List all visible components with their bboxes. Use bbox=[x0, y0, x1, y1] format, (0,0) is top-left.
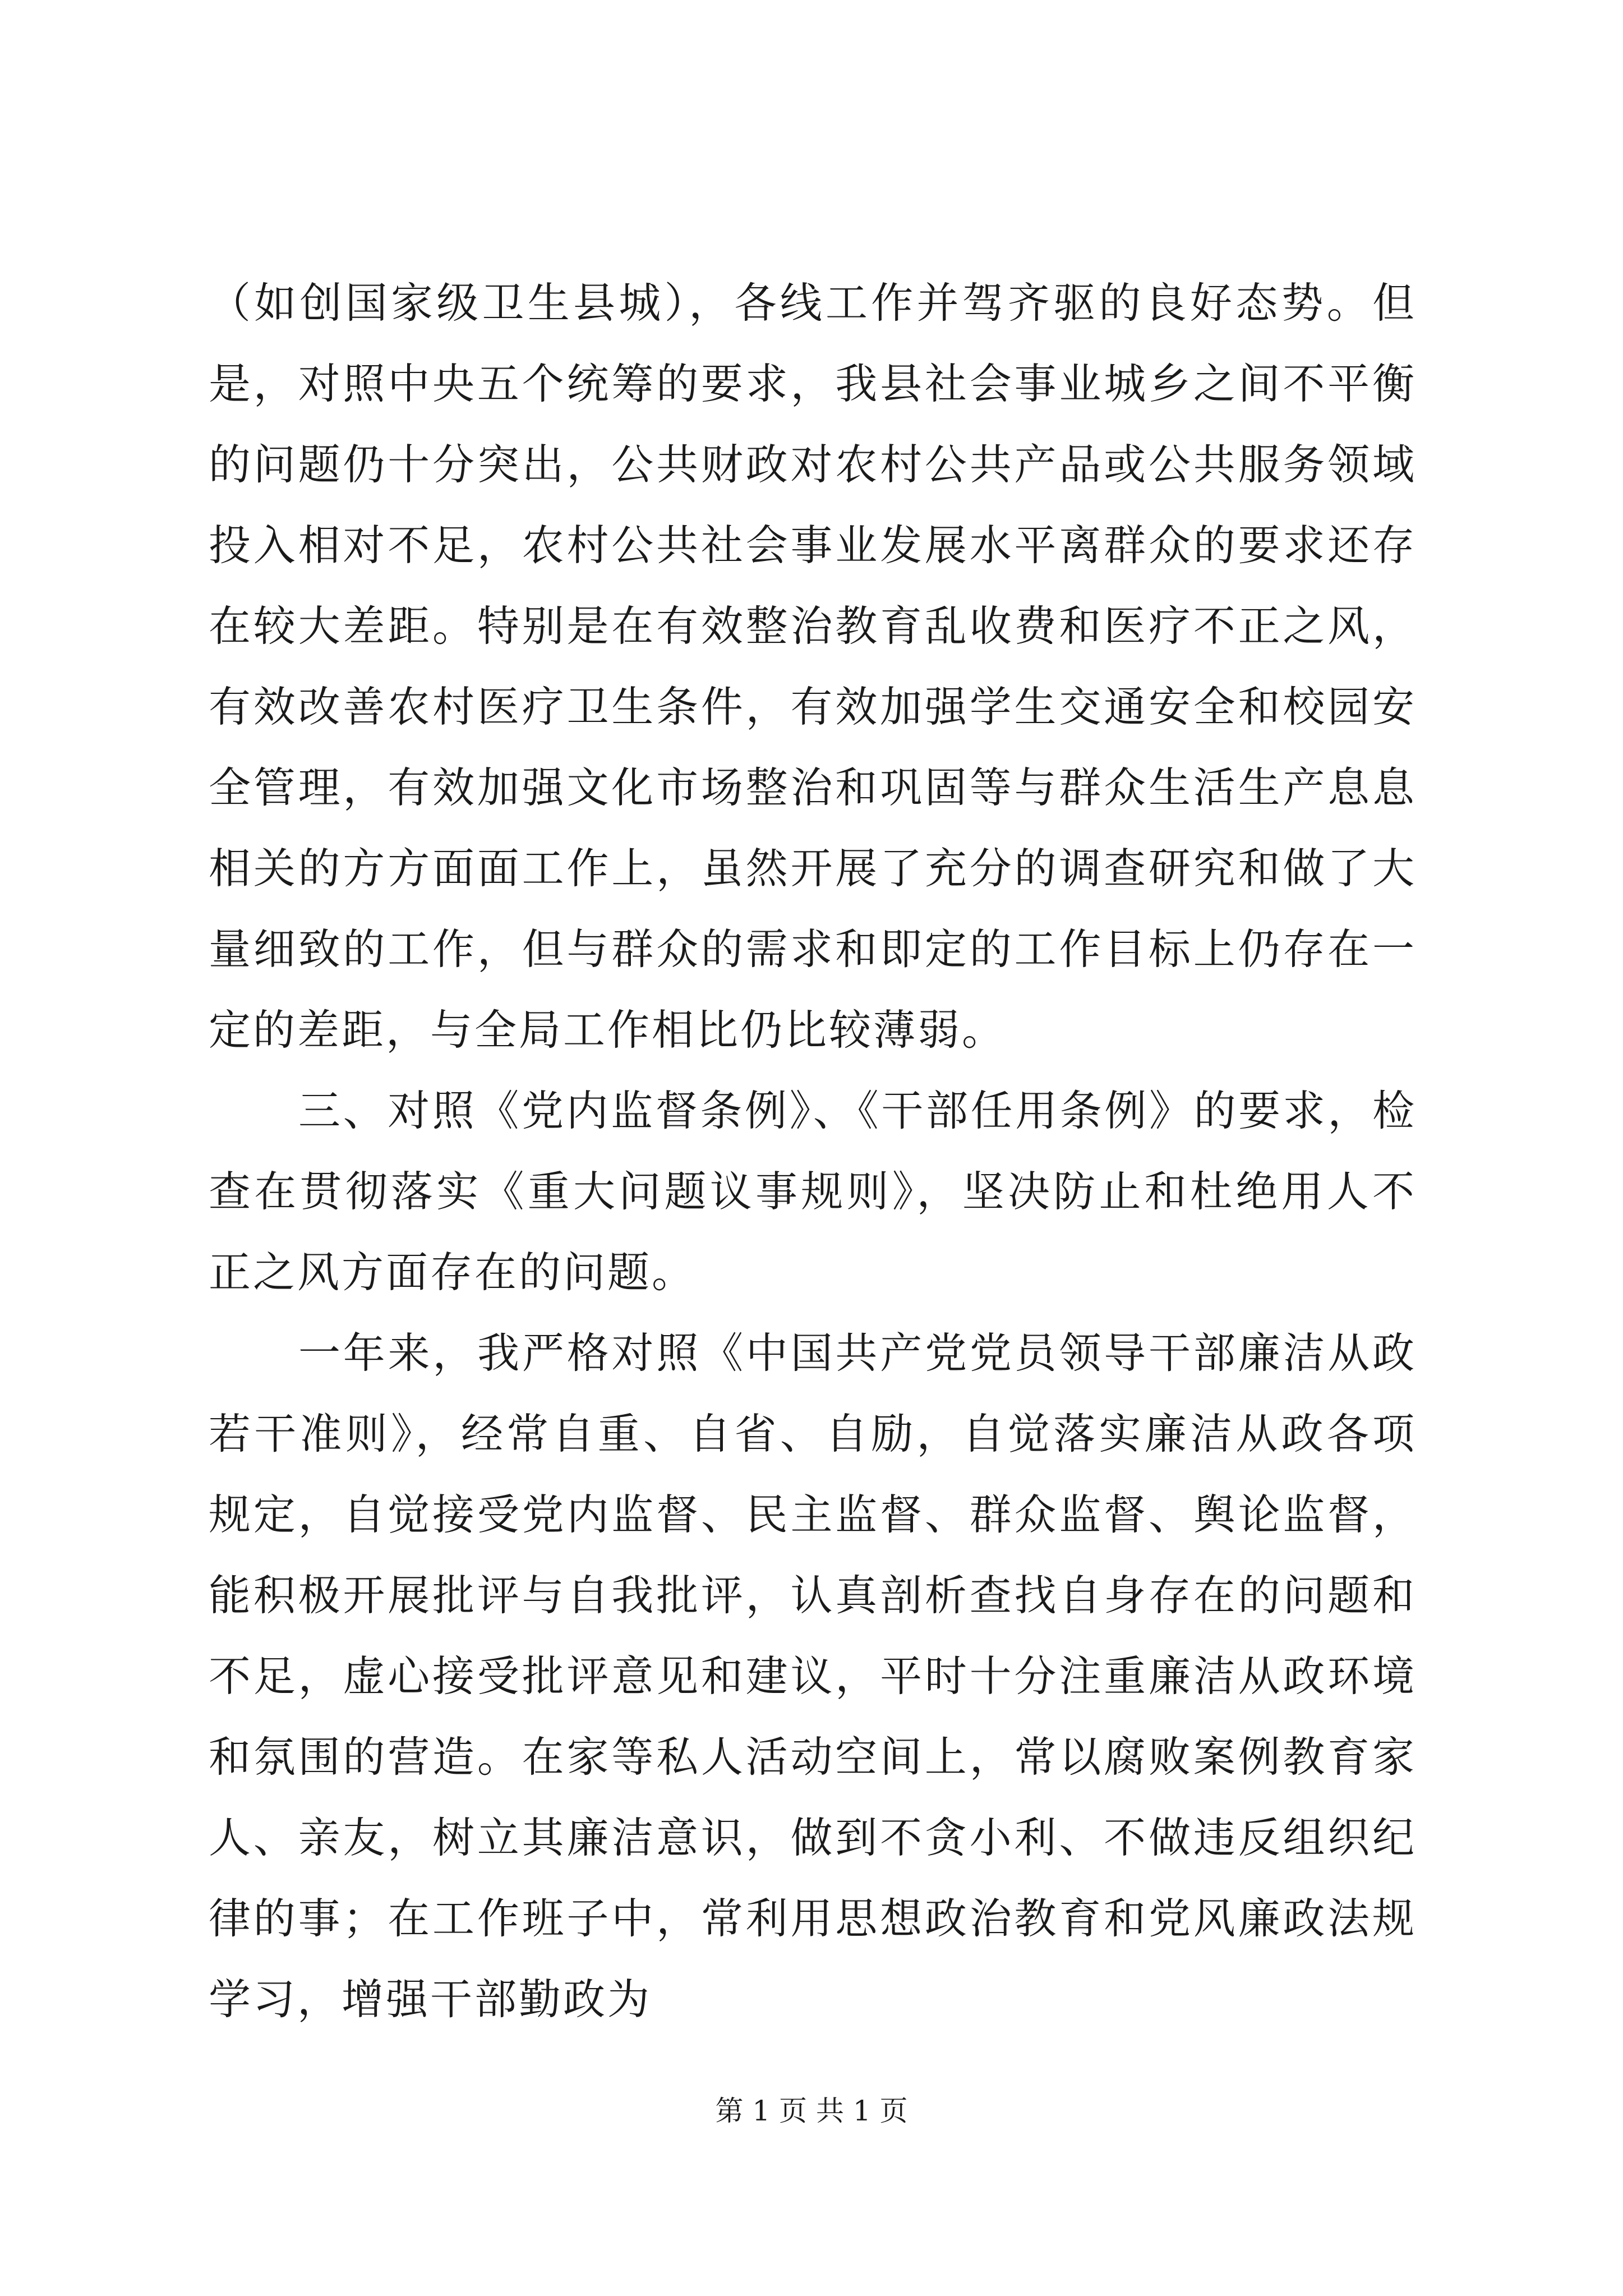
document-body bbox=[209, 263, 1417, 2040]
page-footer bbox=[0, 2091, 1623, 2131]
paragraph-1: （如创国家级卫生县城），各线工作并驾齐驱的良好态势。但是，对照中央五个统筹的要求，我县社会事业城乡之间不平衡的问题仍十分突出，公共财政对农村公共产品或公共服务领域投入相对不足，农村公共社会事业发展水平离群众的要求还存在较大差距。特别是在有效整治教育乱收费和医疗不正之风，有效改善农村医疗卫生条件，有效加强学生交通安全和校园安全管理，有效加强文化市场整治和巩固等与群众生活生产息息相关的方方面面工作上，虽然开展了充分的调查研究和做了大量细致的工作，但与群众的需求和即定的工作目标上仍存在一定的差距，与全局工作相比仍比较薄弱。 bbox=[209, 278, 1417, 1055]
page-number-label: 第 1 页 共 1 页 bbox=[715, 2095, 908, 2127]
paragraph-3: 一年来，我严格对照《中国共产党党员领导干部廉洁从政若干准则》，经常自重、自省、自励，自觉落实廉洁从政各项规定，自觉接受党内监督、民主监督、群众监督、舆论监督，能积极开展批评与自我批评，认真剖析查找自身存在的问题和不足，虚心接受批评意见和建议，平时十分注重廉洁从政环境和氛围的营造。在家等私人活动空间上，常以腐败案例教育家人、亲友，树立其廉洁意识，做到不贪小利、不做违反组织纪律的事；在工作班子中，常利用思想政治教育和党风廉政法规学习，增强干部勤政为 bbox=[209, 1328, 1417, 2024]
paragraph-2: 三、对照《党内监督条例》、《干部任用条例》的要求，检查在贯彻落实《重大问题议事规则》，坚决防止和杜绝用人不正之风方面存在的问题。 bbox=[209, 1086, 1417, 1297]
